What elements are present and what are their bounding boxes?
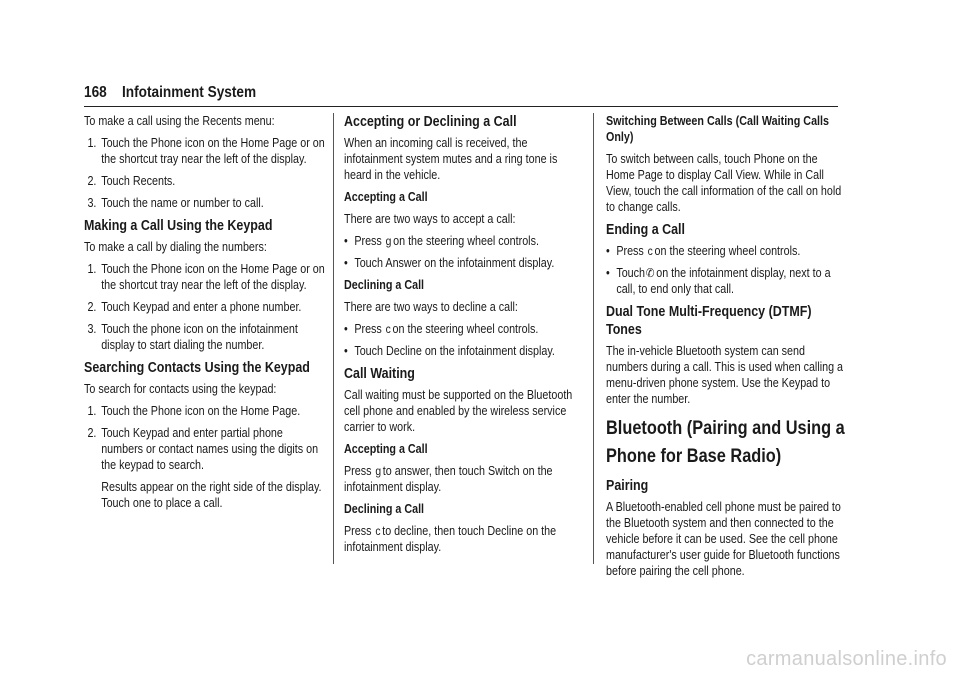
- phone-handset-icon: ✆: [645, 266, 655, 280]
- recents-intro: To make a call using the Recents menu:: [84, 114, 275, 128]
- end-call-icon: c: [647, 244, 653, 258]
- page-header: [84, 84, 838, 107]
- bluetooth-heading: Bluetooth (Pairing and Using a Phone for Base Radio): [606, 418, 845, 467]
- dtmf-heading: Dual Tone Multi-Frequency (DTMF) Tones: [606, 304, 812, 338]
- waiting-accept-text: Press g to answer, then touch Switch on the infotainment display.: [344, 464, 553, 494]
- waiting-decline-subheading: Declining a Call: [344, 502, 425, 516]
- pairing-text: A Bluetooth-enabled cell phone must be paired to the Bluetooth system and then connected to the vehicle before it can be used. See the cell phone manufacturer's user guide for Bluetooth functions before pairing the cell phone.: [606, 500, 841, 578]
- search-heading: Searching Contacts Using the Keypad: [84, 360, 310, 376]
- list-item: • Press g on the steering wheel controls.: [344, 233, 587, 249]
- list-item: 2. Touch Keypad and enter partial phone numbers or contact names using the digits on the keypad to search.: [87, 426, 319, 472]
- accept-decline-heading: Accepting or Declining a Call: [344, 114, 517, 130]
- switching-text: To switch between calls, touch Phone on the Home Page to display Call View. While in Call View, touch the call information of the call on hold to change calls.: [606, 152, 842, 214]
- switching-subheading: Switching Between Calls (Call Waiting Calls Only): [606, 114, 830, 144]
- list-item: 1. Touch the Phone icon on the Home Page.: [87, 404, 301, 418]
- push-to-talk-icon: g: [375, 464, 382, 478]
- accepting-intro: There are two ways to accept a call:: [344, 212, 516, 226]
- list-item: 3. Touch the phone icon on the infotainment display to start dialing the number.: [87, 322, 298, 352]
- list-item: • Touch Decline on the infotainment display.: [344, 343, 587, 359]
- end-call-icon: c: [385, 322, 391, 336]
- column-3: [606, 113, 846, 585]
- search-note: Results appear on the right side of the display. Touch one to place a call.: [101, 480, 322, 510]
- list-item: • Press c on the steering wheel controls.: [606, 243, 849, 259]
- keypad-heading: Making a Call Using the Keypad: [84, 218, 273, 234]
- declining-subheading: Declining a Call: [344, 278, 425, 292]
- call-waiting-text: Call waiting must be supported on the Bluetooth cell phone and enabled by the wireless service carrier to work.: [344, 388, 573, 434]
- column-1: [84, 113, 324, 517]
- accepting-subheading: Accepting a Call: [344, 190, 428, 204]
- dtmf-text: The in-vehicle Bluetooth system can send numbers during a call. This is used when calling a menu-driven phone system. Use the Keypad to enter the number.: [606, 344, 844, 406]
- waiting-decline-text: Press c to decline, then touch Decline on the infotainment display.: [344, 524, 557, 554]
- list-item: 1. Touch the Phone icon on the Home Page or on the shortcut tray near the left of the display.: [87, 262, 325, 292]
- list-item: 3. Touch the name or number to call.: [87, 196, 264, 210]
- column-divider-2: [593, 113, 594, 564]
- call-waiting-heading: Call Waiting: [344, 366, 415, 382]
- end-call-icon: c: [375, 524, 381, 538]
- ending-heading: Ending a Call: [606, 222, 685, 238]
- column-2: [344, 113, 584, 561]
- accept-methods: [344, 233, 587, 271]
- page-number: 168: [84, 84, 107, 101]
- column-divider-1: [333, 113, 334, 564]
- list-item: 2. Touch Keypad and enter a phone number.: [87, 300, 302, 314]
- list-item: • Touch✆ on the infotainment display, next to a call, to end only that call.: [606, 265, 849, 297]
- list-item: • Press c on the steering wheel controls.: [344, 321, 587, 337]
- accept-intro: When an incoming call is received, the infotainment system mutes and a ring tone is heard in the vehicle.: [344, 136, 558, 182]
- waiting-accept-subheading: Accepting a Call: [344, 442, 428, 456]
- section-title: Infotainment System: [122, 84, 257, 101]
- search-intro: To search for contacts using the keypad:: [84, 382, 277, 396]
- keypad-steps: [84, 261, 327, 353]
- list-item: • Touch Answer on the infotainment display.: [344, 255, 587, 271]
- search-steps: [84, 403, 327, 473]
- decline-methods: [344, 321, 587, 359]
- declining-intro: There are two ways to decline a call:: [344, 300, 518, 314]
- push-to-talk-icon: g: [385, 234, 392, 248]
- pairing-heading: Pairing: [606, 478, 649, 494]
- watermark: carmanualsonline.info: [746, 648, 947, 670]
- ending-methods: [606, 243, 849, 297]
- list-item: 1. Touch the Phone icon on the Home Page or on the shortcut tray near the left of the display.: [87, 136, 325, 166]
- recents-steps: [84, 135, 327, 211]
- list-item: 2. Touch Recents.: [87, 174, 176, 188]
- keypad-intro: To make a call by dialing the numbers:: [84, 240, 267, 254]
